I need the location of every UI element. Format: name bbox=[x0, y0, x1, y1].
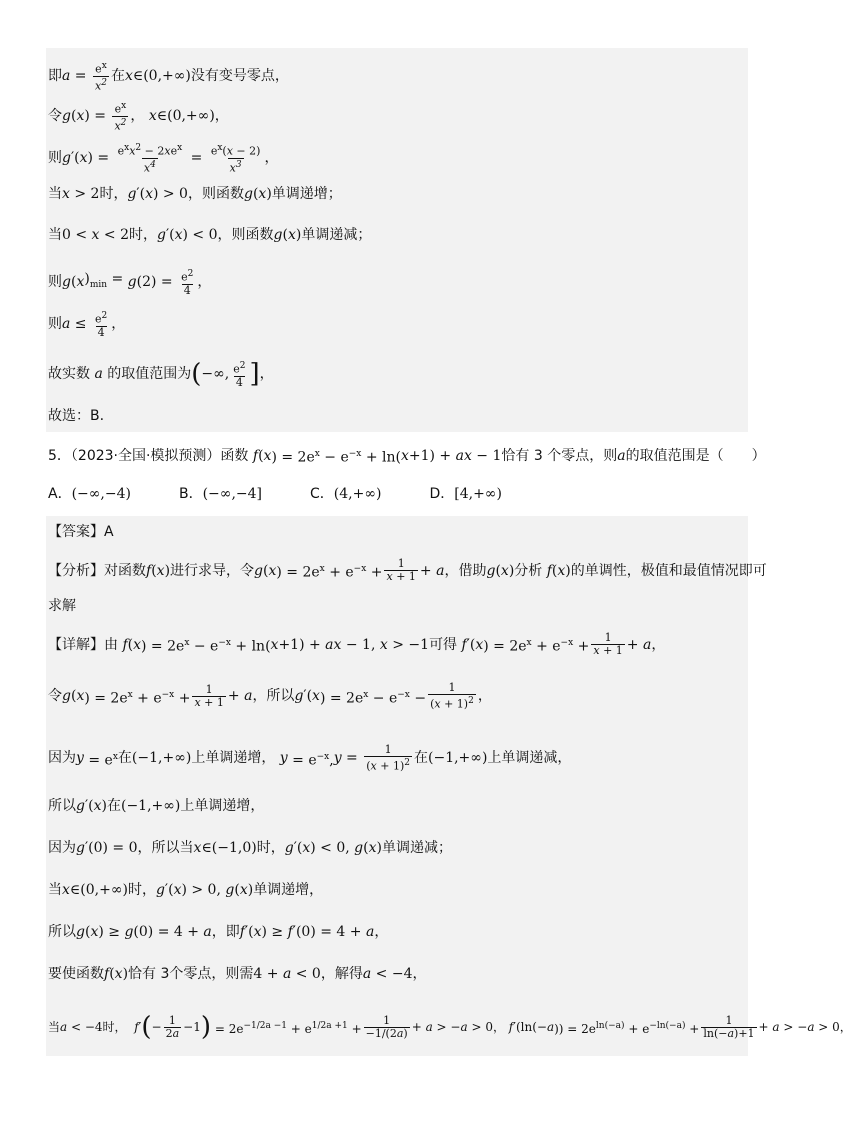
detail-line-1: 【详解】由 f ( x ) = $2e^x - e^{-x} + \ln$( x +1) + ax − 1, x > −1 可得 f ′( x ) = $2e^x + e^{-x}$ + $\frac{1}{x + 1}$ + a ， bbox=[48, 631, 666, 657]
solution-line-1: 即 a = $\frac{e^x}{x^2}$ 在 x ∈(0,+∞) 没有变号零点， bbox=[48, 61, 289, 93]
option-a[interactable]: A．(−∞,−4) bbox=[48, 486, 131, 502]
detail-line-7: 所以 g ( x ) ≥ g (0) = 4 + a ，即 f ′( x ) ≥ f ′(0) = 4 + a ， bbox=[48, 924, 389, 940]
solution-line-3: 则 g ′( x ) = $\frac{e^xx^2 - 2xe^x}{x^4}$ = $\frac{e^x(x - 2)}{x^3}$ ， bbox=[48, 143, 279, 175]
detail-line-9: 当 a < −4 时， f ′ ( − $\frac{1}{2a}$ −1 ) = $2e^{-1/2a -1} + e^{1/2a +1}$ + $\frac{1}{-1/(2a)}$ + a > − a > 0， f ′(ln(− a )) = $2e^{ln(-a)} + e^{-ln(-a)}$ + $\frac{1}{\ln(-a)+1}$ + a > − a > 0， bbox=[48, 1012, 852, 1042]
solution-line-2: 令 g ( x ) = $\frac{e^x}{x^2}$ ， x ∈(0,+∞)， bbox=[48, 101, 229, 133]
solution-line-4: 当 x > 2 时， g ′( x ) > 0 ，则函数 g ( x ) 单调递增； bbox=[48, 186, 342, 202]
question-5: 5．（2023·全国·模拟预测）函数 f ( x ) = $2e^x - e^{-x} + \ln$( x +1) + ax − 1 恰有 3 个零点，则 a 的取值范围是（ ） bbox=[48, 447, 766, 466]
solution-line-9: 故选：B. bbox=[48, 408, 105, 424]
detail-line-6: 当 x ∈(0,+∞) 时， g ′( x ) > 0, g ( x ) 单调递增， bbox=[48, 882, 324, 898]
solution-line-6: 则 g ( x )$_{min}$ = g (2) = $\frac{e^2}{4}$ ， bbox=[48, 269, 212, 297]
detail-line-4: 所以 g ′( x ) 在 (−1,+∞) 上单调递增， bbox=[48, 798, 265, 814]
solution-line-7: 则 a ≤ $\frac{e^2}{4}$ ， bbox=[48, 311, 126, 339]
option-c[interactable]: C．(4,+∞) bbox=[310, 486, 382, 502]
solution-line-8: 故实数 a 的取值范围为 ( −∞, $\frac{e^2}{4}$ ] ， bbox=[48, 359, 274, 390]
option-b[interactable]: B．(−∞,−4] bbox=[178, 486, 262, 502]
detail-line-8: 要使函数 f ( x ) 恰有 3个零点，则需 4 + a < 0 ，解得 a < −4， bbox=[48, 966, 427, 982]
answer-line: 【答案】A bbox=[48, 524, 114, 540]
analysis-line-2: 求解 bbox=[48, 598, 76, 614]
option-d[interactable]: D．[4,+∞) bbox=[429, 486, 502, 502]
detail-line-5: 因为 g ′(0) = 0 ，所以当 x ∈(−1,0) 时， g ′( x ) < 0, g ( x ) 单调递减； bbox=[48, 840, 452, 856]
analysis-line-1: 【分析】对函数 f ( x ) 进行求导，令 g ( x ) = $2e^x + e^{-x}$ + $\frac{1}{x + 1}$ + a ，借助 g ( x ) 分析 f ( x ) 的单调性，极值和最值情况即可 bbox=[48, 557, 767, 583]
options bbox=[48, 484, 746, 504]
detail-line-2: 令 g ( x ) = $2e^x + e^{-x}$ + $\frac{1}{x + 1}$ + a ，所以 g ′( x ) = $2e^x - e^{-x}$ − $\frac{1}{(x + 1)^2}$ ， bbox=[48, 681, 492, 711]
solution-line-5: 当 0 < x < 2 时， g ′( x ) < 0 ，则函数 g ( x ) 单调递减； bbox=[48, 227, 372, 243]
detail-line-3: 因为 y = $e^x$ 在 (−1,+∞) 上单调递增， y = $e^{-x}$, y = $\frac{1}{(x + 1)^2}$ 在 (−1,+∞) 上单调递减， bbox=[48, 743, 572, 773]
